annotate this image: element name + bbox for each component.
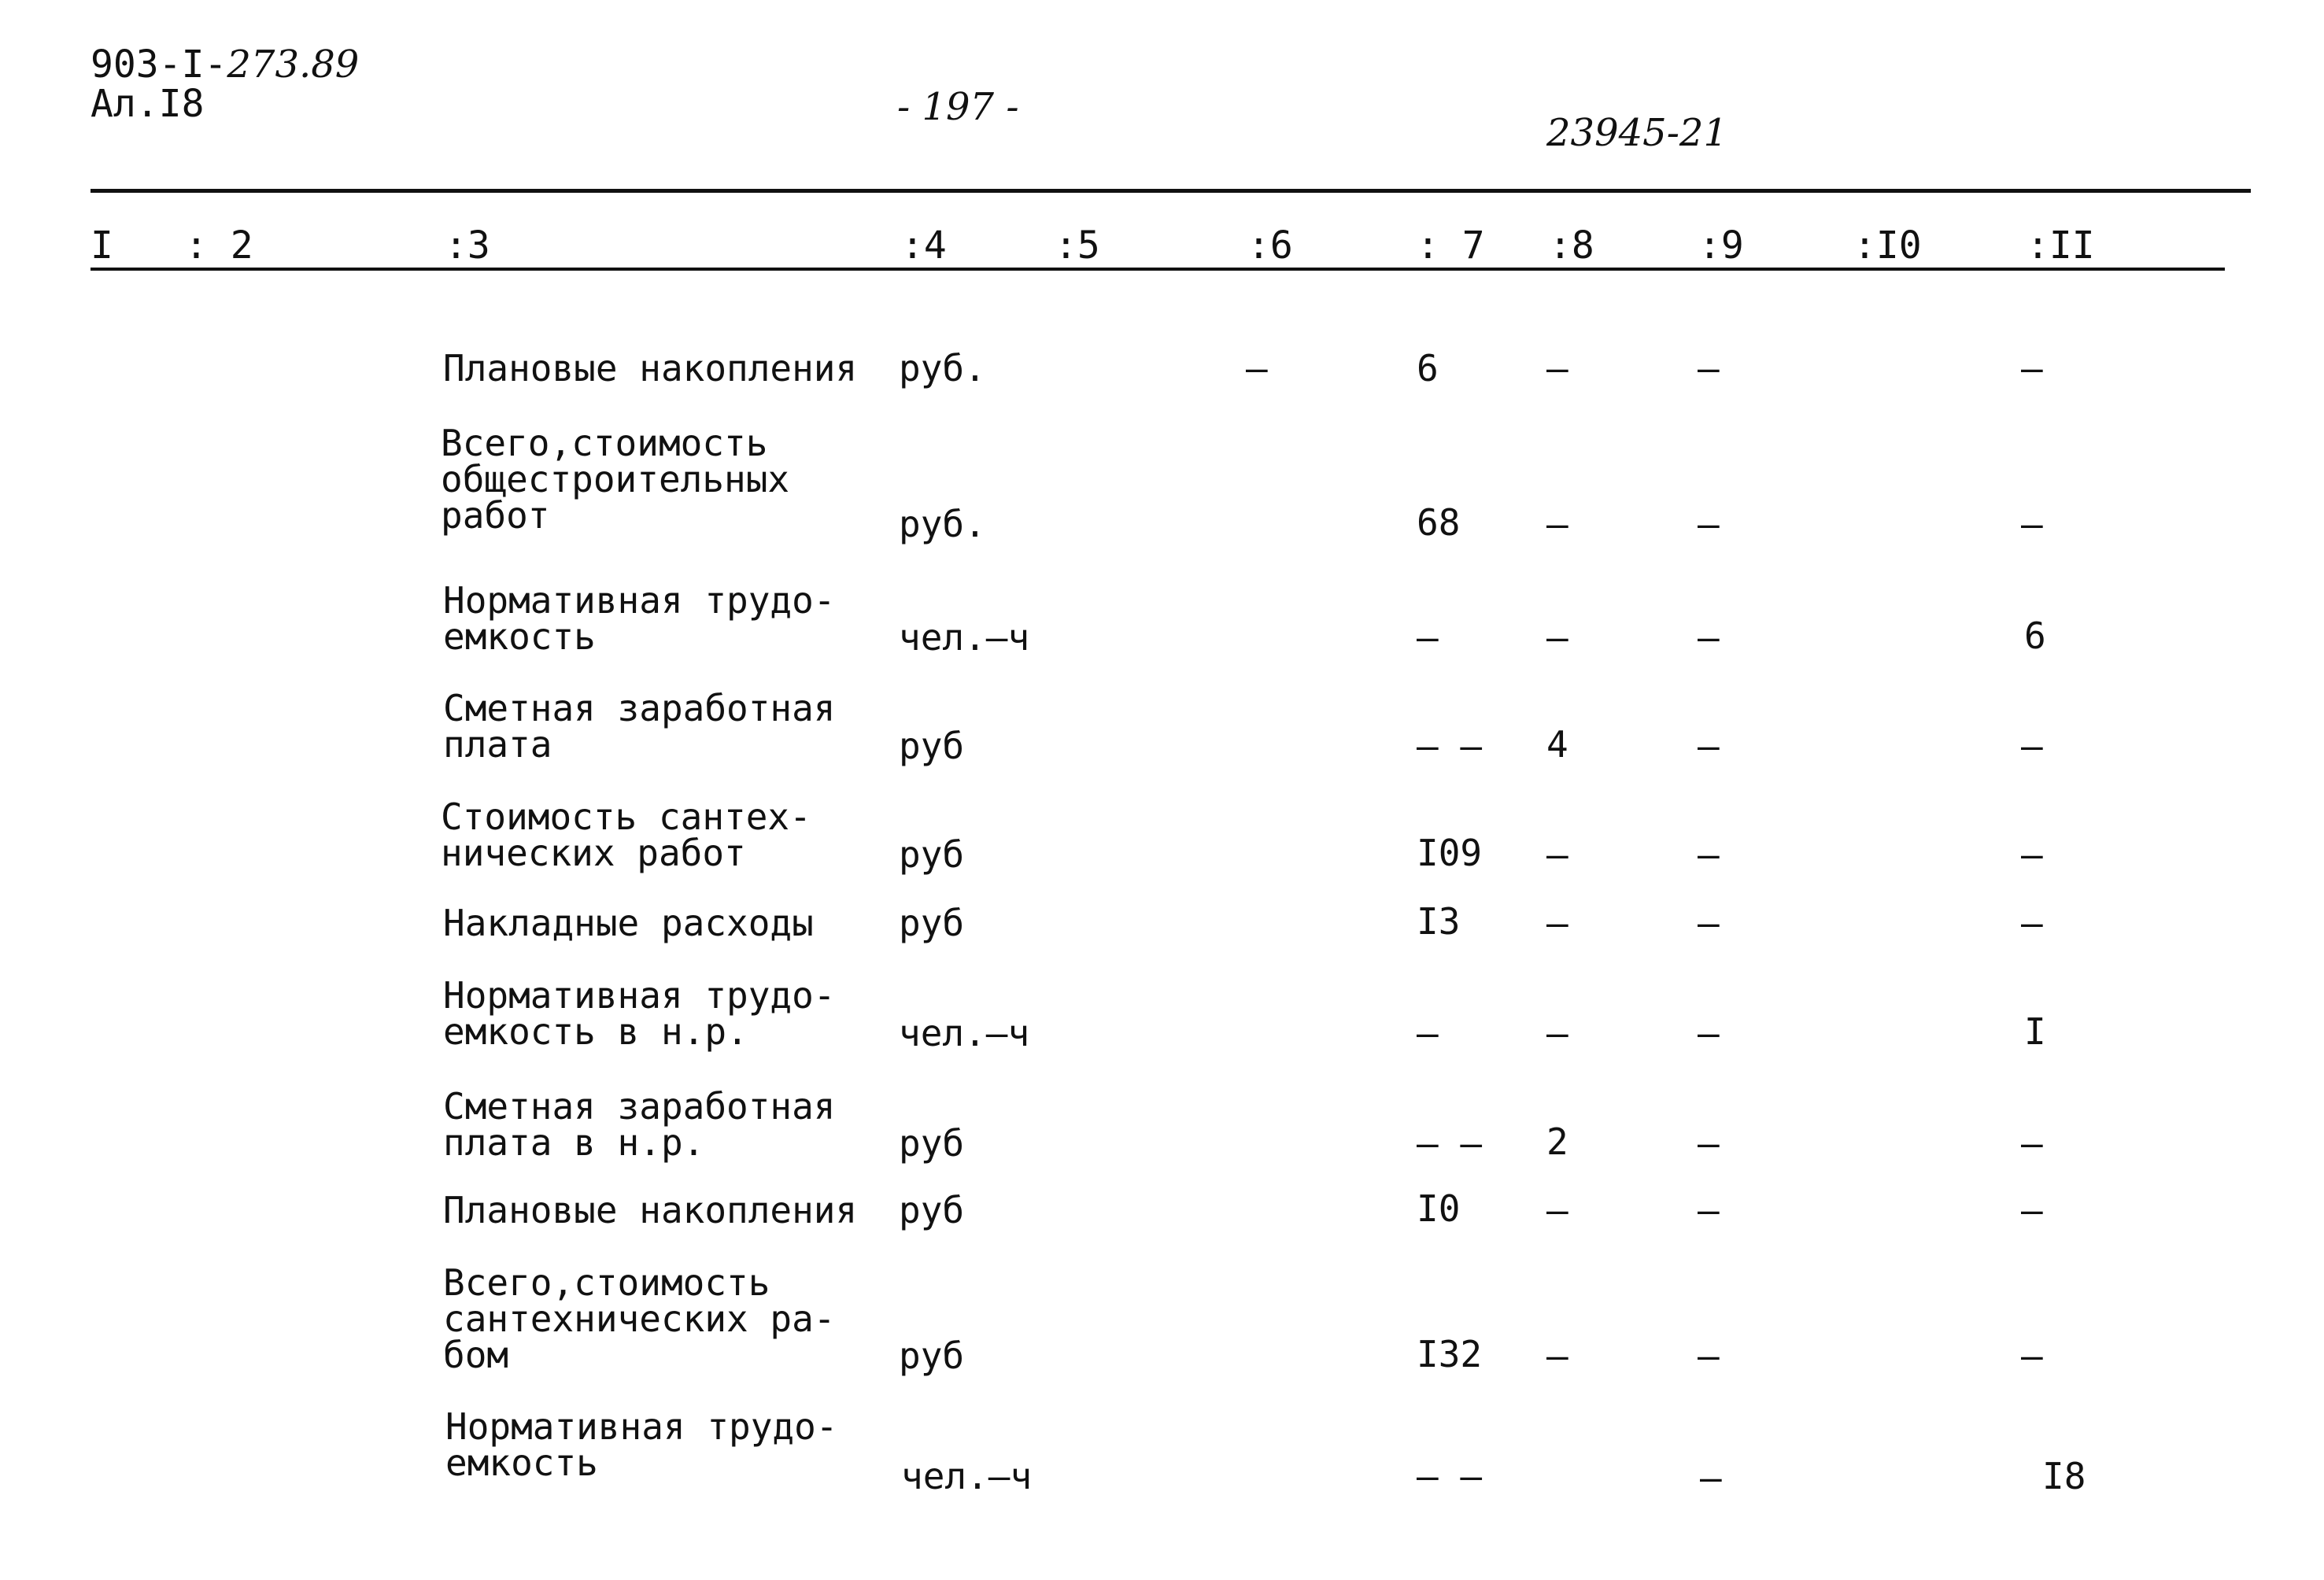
sheet-label: Ал.I8 [91, 82, 205, 126]
doc-code [91, 42, 360, 87]
row-unit: руб. [899, 347, 986, 389]
cell-col7: I0 [1417, 1187, 1461, 1230]
cell-col9: – [1698, 833, 1720, 876]
cell-col8: – [1546, 833, 1568, 876]
row-label: Всего,стоимость сантехнических ра- бом [443, 1261, 836, 1376]
cell-col9: – [1698, 1189, 1720, 1231]
cell-col9: – [1698, 1122, 1720, 1165]
cell-col7: – [1417, 1012, 1439, 1054]
cell-col11: I8 [2042, 1455, 2086, 1497]
row-unit: руб [899, 833, 965, 876]
cell-col11: – [2021, 503, 2043, 545]
doc-code-handwritten: 273.89 [227, 42, 360, 87]
cell-col11: – [2021, 1189, 2043, 1231]
column-number: :5 [1055, 223, 1100, 268]
row-unit: руб. [899, 503, 986, 545]
cell-col7: I32 [1417, 1333, 1483, 1375]
row-unit: руб [899, 1189, 965, 1231]
row-unit: чел.–ч [899, 1012, 1030, 1054]
row-label: Всего,стоимость общестроительных работ [441, 422, 790, 537]
cell-col8: – [1546, 1335, 1568, 1377]
top-rule [91, 189, 2251, 193]
cell-col8: – [1546, 347, 1568, 389]
cell-col9: – [1698, 902, 1720, 944]
cell-col9: – [1698, 1335, 1720, 1377]
cell-col7: – – [1417, 1455, 1483, 1497]
cell-col7: I09 [1417, 832, 1483, 874]
row-label: Накладные расходы [443, 902, 814, 944]
row-unit: чел.–ч [901, 1455, 1033, 1497]
cell-col7: – – [1417, 1122, 1483, 1165]
cell-col7: – – [1417, 725, 1483, 767]
cell-col11: – [2021, 833, 2043, 876]
row-label: Нормативная трудо- емкость в н.р. [443, 974, 836, 1053]
column-number: I [91, 223, 113, 268]
cell-col11: – [2021, 725, 2043, 767]
cell-col9: – [1698, 503, 1720, 545]
cell-col6: – [1246, 347, 1268, 389]
column-number: :3 [445, 223, 490, 268]
row-unit: руб [899, 1122, 965, 1165]
column-number: :4 [901, 223, 947, 268]
cell-col8: – [1546, 902, 1568, 944]
cell-col11: 6 [2024, 615, 2046, 657]
row-label: Сметная заработная плата [443, 687, 836, 766]
doc-code-printed: 903-I- [91, 42, 227, 87]
cell-col9: – [1698, 347, 1720, 389]
cell-col11: – [2021, 902, 2043, 944]
doc-number: 23945-21 [1546, 111, 1727, 155]
cell-col8: 4 [1546, 723, 1568, 766]
cell-col7: I3 [1417, 900, 1461, 943]
row-label: Сметная заработная плата в н.р. [443, 1085, 836, 1164]
column-number: :II [2027, 223, 2095, 268]
column-header-rule [91, 268, 2225, 271]
cell-col8: – [1546, 1012, 1568, 1054]
cell-col7: 6 [1417, 347, 1439, 389]
cell-col8: – [1546, 503, 1568, 545]
column-number: :8 [1549, 223, 1594, 268]
cell-col9: – [1698, 725, 1720, 767]
row-unit: руб [899, 902, 965, 944]
cell-col11: I [2024, 1010, 2046, 1053]
row-label: Плановые накопления [443, 347, 858, 389]
cell-col9: – [1700, 1456, 1722, 1499]
column-number: :6 [1247, 223, 1293, 268]
row-unit: чел.–ч [899, 616, 1030, 659]
column-number: :I0 [1853, 223, 1922, 268]
cell-col8: – [1546, 1189, 1568, 1231]
column-number: : 2 [185, 223, 253, 268]
row-unit: руб [899, 725, 965, 767]
cell-col8: – [1546, 616, 1568, 659]
cell-col7: 68 [1417, 501, 1461, 544]
cell-col11: – [2021, 1335, 2043, 1377]
cell-col8: 2 [1546, 1120, 1568, 1163]
cell-col11: – [2021, 1122, 2043, 1165]
cell-col9: – [1698, 616, 1720, 659]
cell-col9: – [1698, 1012, 1720, 1054]
column-number: : 7 [1417, 223, 1485, 268]
row-label: Нормативная трудо- емкость [445, 1405, 838, 1484]
column-number: :9 [1698, 223, 1744, 268]
page-number: - 197 - [897, 85, 1019, 129]
row-label: Нормативная трудо- емкость [443, 579, 836, 658]
row-label: Стоимость сантех- нических работ [441, 796, 811, 874]
cell-col11: – [2021, 347, 2043, 389]
row-unit: руб [899, 1335, 965, 1377]
row-label: Плановые накопления [443, 1189, 858, 1231]
cell-col7: – [1417, 616, 1439, 659]
